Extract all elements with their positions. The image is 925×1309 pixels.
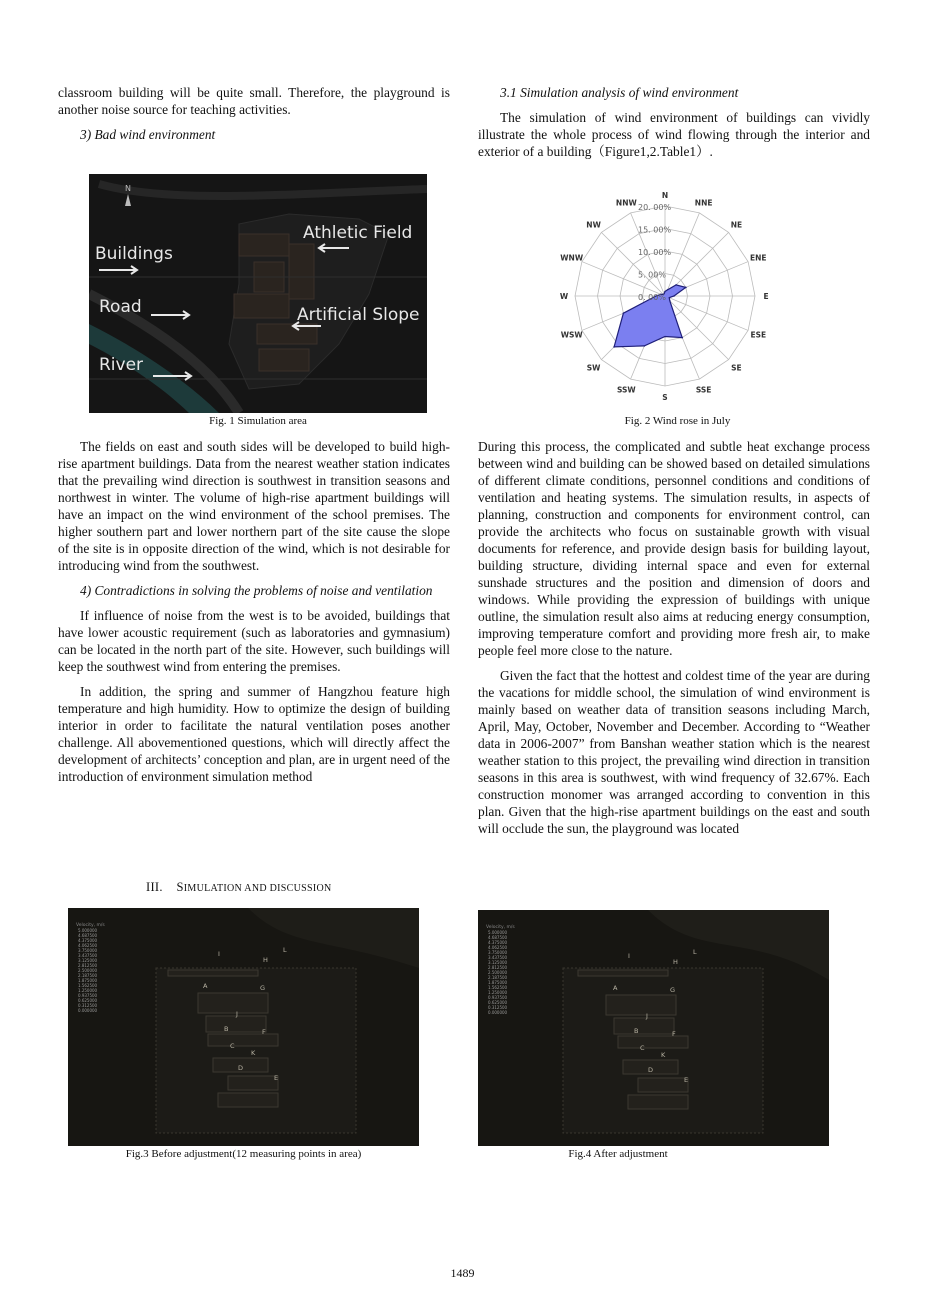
legend-value: 1.875000	[78, 978, 98, 983]
paragraph: Given the fact that the hottest and coldest time of the year are during the vacations for middle school, the simulation of wind environment is mainly based on weather data of transition seasons including March, April, May, October, November and December. According to “Weather data in 2006-2007” from Banshan weather station which is the nearest weather station to this project, the prevailing wind direction in transition seasons in this area is southwest, with wind frequency of 32.67%. Each construction monomer was arranged according to convention in this plan. Given that the high-rise apartment buildings on the east and south will occlude the sun, the playground was located	[478, 668, 870, 836]
figure-1-caption: Fig. 1 Simulation area	[209, 415, 307, 427]
direction-label: W	[559, 292, 569, 301]
direction-label: S	[662, 393, 668, 402]
legend-value: 2.812500	[78, 963, 98, 968]
measuring-point-label: E	[274, 1074, 279, 1082]
legend-value: 2.500000	[488, 970, 508, 975]
direction-label: ESE	[750, 330, 767, 340]
subsection-heading: 3.1 Simulation analysis of wind environment	[500, 85, 739, 100]
figure-4-after-adjustment	[478, 910, 829, 1146]
legend-value: 4.375000	[488, 940, 508, 945]
subsection-heading: 4) Contradictions in solving the problems of noise and ventilation	[80, 583, 433, 598]
measuring-point-label: B	[224, 1025, 229, 1033]
direction-label: SW	[586, 363, 601, 373]
cfd-velocity-plot	[478, 910, 829, 1146]
legend-value: 0.312500	[488, 1005, 508, 1010]
wind-rose-chart	[550, 180, 780, 412]
measuring-point-label: L	[283, 946, 287, 954]
figure-3-before-adjustment	[68, 908, 419, 1146]
legend-value: 2.187500	[488, 975, 508, 980]
legend-value: 4.062500	[78, 943, 98, 948]
label-artificial-slope: Artificial Slope	[297, 305, 420, 325]
cfd-velocity-plot	[68, 908, 419, 1146]
legend-value: 3.750000	[78, 948, 98, 953]
legend-value: 1.562500	[78, 983, 98, 988]
legend-title: Velocity, m/s	[76, 923, 105, 928]
direction-label: WSW	[560, 330, 583, 340]
measuring-point-label: A	[613, 984, 618, 992]
legend-value: 4.687500	[488, 935, 508, 940]
direction-label: N	[661, 191, 669, 200]
measuring-point-label: F	[672, 1030, 676, 1038]
label-athletic-field: Athletic Field	[303, 223, 413, 243]
ring-label: 20. 00%	[638, 203, 672, 212]
legend-value: 3.437500	[488, 955, 508, 960]
legend-value: 5.000000	[488, 930, 508, 935]
legend-value: 1.875000	[488, 980, 508, 985]
measuring-point-label: J	[236, 1010, 238, 1018]
ring-label: 15. 00%	[638, 225, 672, 235]
paragraph: The fields on east and south sides will be developed to build high-rise apartment buildings. Data from the nearest weather station indicates that the prevailing wind direction is southwest in transition seasons and northwest in winter. The volume of high-rise apartment buildings will have an impact on the wind environment of the school premises. The higher southern part and lower northern part of the site cause the slope of the site is in opposite direction of the wind, which is not desirable for introducing wind from the southwest.	[58, 439, 450, 573]
legend-value: 3.125000	[78, 958, 98, 963]
legend-value: 0.937500	[488, 995, 508, 1000]
figure-3-caption: Fig.3 Before adjustment(12 measuring points in area)	[125, 1148, 362, 1160]
measuring-point-label: D	[648, 1066, 654, 1074]
legend-value: 2.500000	[78, 968, 98, 973]
legend-title: Velocity, m/s	[486, 925, 515, 930]
legend-value: 0.000000	[488, 1010, 508, 1015]
legend-value: 1.250000	[488, 990, 508, 995]
measuring-point-label: L	[693, 948, 697, 956]
direction-label: SSW	[616, 385, 636, 395]
measuring-point-label: F	[262, 1028, 266, 1036]
measuring-point-label: I	[628, 952, 630, 960]
label-road: Road	[99, 297, 142, 317]
legend-value: 4.687500	[78, 933, 98, 938]
site-map-image	[89, 174, 427, 413]
measuring-point-label: C	[230, 1042, 235, 1050]
direction-label: WNW	[560, 253, 584, 263]
ring-label: 10. 00%	[638, 248, 672, 257]
direction-label: SE	[731, 363, 742, 373]
paragraph: During this process, the complicated and subtle heat exchange process between wind and building can be showed based on detailed simulations of different climate conditions, personnel conditions and conditions of ventilation and heating systems. The simulation results, in aspects of planning, construction and components for environment control, can provide the architects who focus on sustainable growth with visual documents for reference, and provide design basis for building layout, building structure, dividing internal space and even for external sunshade structures and the position and dimension of doors and windows. While providing the expression of buildings with unique outline, the simulation result also aims at reducing energy consumption, improving temperature comfort and providing more fresh air, to make people feel more close to the nature.	[478, 439, 870, 658]
measuring-point-label: E	[684, 1076, 689, 1084]
measuring-point-label: A	[203, 982, 208, 990]
direction-label: NW	[586, 220, 601, 230]
paragraph: The simulation of wind environment of buildings can vividly illustrate the whole process of wind flowing through the interior and exterior of a building（Figure1,2.Table1）.	[478, 110, 870, 159]
legend-value: 0.937500	[78, 993, 98, 998]
grid-spoke	[601, 232, 665, 296]
legend-value: 4.375000	[78, 938, 98, 943]
direction-label: NNW	[615, 198, 637, 208]
legend-value: 1.562500	[488, 985, 508, 990]
page-number: 1489	[450, 1266, 475, 1280]
right-column-middle	[478, 438, 870, 837]
direction-label: SSE	[695, 385, 712, 395]
figure-2-caption: Fig. 2 Wind rose in July	[624, 415, 731, 427]
measuring-point-label: C	[640, 1044, 645, 1052]
measuring-point-label: K	[661, 1051, 666, 1059]
paragraph: In addition, the spring and summer of Hangzhou feature high temperature and high humidity. How to optimize the design of building interior in order to facilitate the natural ventilation poses another challenge. All abovementioned questions, which will directly affect the development of architects’ conception and plan, are in urgent need of the introduction of environment simulation method	[58, 684, 450, 784]
measuring-point-label: H	[673, 958, 678, 966]
legend-value: 5.000000	[78, 928, 98, 933]
measuring-point-label: I	[218, 950, 220, 958]
measuring-point-label: B	[634, 1027, 639, 1035]
direction-label: NNE	[694, 198, 713, 208]
measuring-point-label: K	[251, 1049, 256, 1057]
measuring-point-label: G	[670, 986, 676, 994]
paragraph: If influence of noise from the west is to be avoided, buildings that have lower acoustic requirement (such as laboratories and gymnasium) can be located in the north part of the site. However, such buildings will keep the southwest wind from entering the premises.	[58, 608, 450, 674]
legend-value: 0.625000	[78, 998, 98, 1003]
legend-value: 0.312500	[78, 1003, 98, 1008]
paragraph: classroom building will be quite small. Therefore, the playground is another noise source for teaching activities.	[58, 85, 450, 117]
legend-value: 2.812500	[488, 965, 508, 970]
measuring-point-label: J	[646, 1012, 648, 1020]
measuring-point-label: H	[263, 956, 268, 964]
north-label: N	[125, 184, 131, 193]
figure-4-caption: Fig.4 After adjustment	[568, 1148, 668, 1160]
measuring-point-label: G	[260, 984, 266, 992]
legend-value: 2.187500	[78, 973, 98, 978]
measuring-point-label: D	[238, 1064, 244, 1072]
figure-2-wind-rose	[550, 180, 780, 412]
right-column-top	[478, 84, 870, 160]
legend-value: 3.437500	[78, 953, 98, 958]
ring-label: 0. 00%	[638, 293, 666, 302]
left-column-top	[58, 84, 450, 143]
subsection-heading: 3) Bad wind environment	[80, 127, 216, 142]
direction-label: ENE	[750, 253, 767, 263]
direction-label: E	[763, 292, 769, 301]
legend-value: 3.750000	[488, 950, 508, 955]
label-buildings: Buildings	[95, 244, 173, 264]
direction-label: NE	[730, 220, 743, 230]
legend-value: 1.250000	[78, 988, 98, 993]
legend-value: 4.062500	[488, 945, 508, 950]
section-heading: III. SIMULATION AND DISCUSSION	[146, 880, 332, 894]
figure-1-simulation-area	[89, 174, 427, 413]
legend-value: 0.000000	[78, 1008, 98, 1013]
legend-value: 3.125000	[488, 960, 508, 965]
label-river: River	[99, 355, 144, 375]
ring-label: 5. 00%	[638, 270, 666, 280]
legend-value: 0.625000	[488, 1000, 508, 1005]
left-column-middle	[58, 438, 450, 785]
